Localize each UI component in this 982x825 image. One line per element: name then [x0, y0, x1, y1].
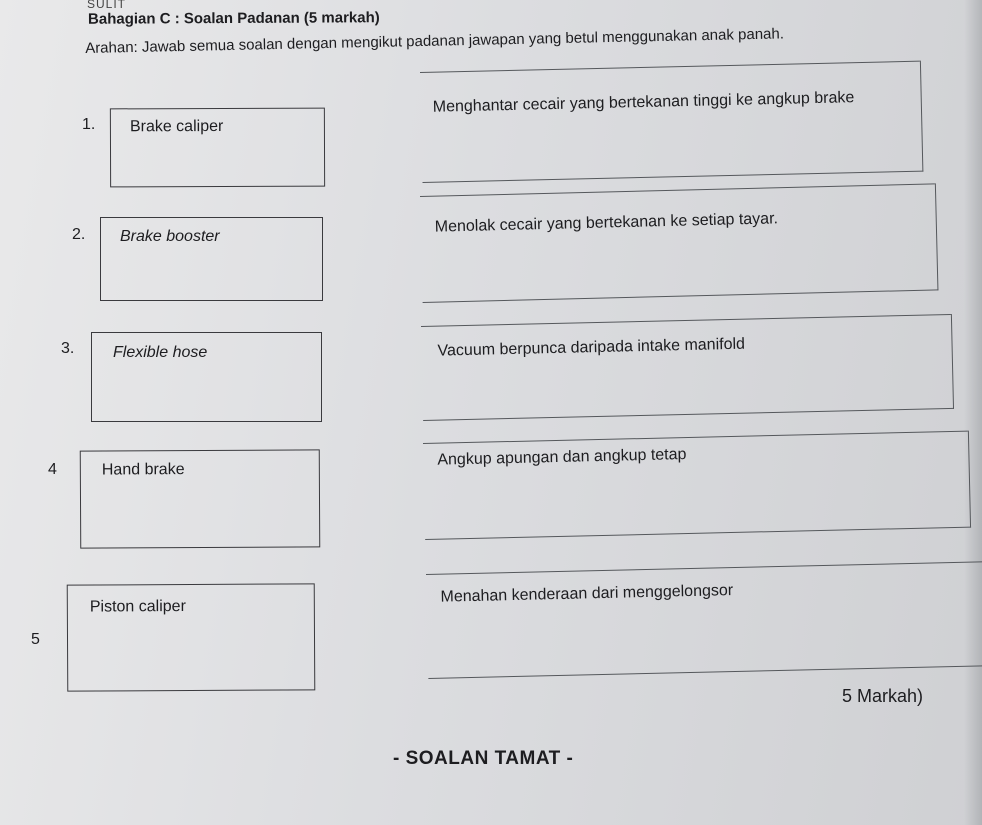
answer-box-4: [423, 431, 971, 540]
instruction-label: Arahan: Jawab semua soalan dengan mengikut padanan jawapan yang betul menggunakan anak panah.: [85, 25, 785, 57]
answer-box-5-top: [426, 561, 982, 575]
page-edge-shadow: [964, 0, 982, 825]
instruction-text: [85, 22, 845, 59]
marks-text: 5 Markah): [842, 686, 924, 706]
question-box-4: [80, 449, 321, 548]
answer-text-3: Vacuum berpunca daripada intake manifold: [437, 335, 746, 360]
question-number-1: 1.: [82, 116, 96, 133]
answer-text-1: Menghantar cecair yang bertekanan tinggi ke angkup brake: [432, 89, 855, 116]
question-number-2: 2.: [72, 226, 86, 243]
question-box-5: [67, 583, 316, 691]
answer-box-3-top: [421, 314, 951, 327]
end-of-questions: - SOALAN TAMAT -: [393, 748, 574, 769]
question-number-5: 5: [31, 631, 40, 648]
answer-box-5: [426, 561, 982, 679]
section-title: Bahagian C : Soalan Padanan (5 markah): [87, 9, 380, 28]
answer-text-4: Angkup apungan dan angkup tetap: [437, 446, 687, 469]
question-label-3: Flexible hose: [113, 344, 208, 361]
answer-box-2: [420, 183, 938, 303]
answer-box-3: [421, 314, 954, 421]
answer-text-5: Menahan kenderaan dari menggelongsor: [440, 582, 734, 606]
answer-text-2: Menolak cecair yang bertekanan ke setiap tayar.: [434, 210, 779, 236]
answer-box-4-top: [423, 431, 968, 444]
question-box-2: [100, 217, 323, 301]
question-number-3: 3.: [61, 340, 75, 357]
answer-box-2-top: [420, 183, 935, 197]
question-number-4: 4: [48, 461, 57, 478]
question-box-1: [110, 108, 325, 188]
question-box-3: [91, 332, 322, 422]
question-label-1: Brake caliper: [129, 117, 224, 136]
question-label-4: Hand brake: [101, 461, 185, 479]
question-label-5: Piston caliper: [89, 598, 186, 616]
question-label-2: Brake booster: [120, 228, 220, 245]
header-sulit: SULIT: [87, 0, 127, 11]
answer-box-1-top: [420, 61, 920, 73]
answer-box-1: [420, 61, 923, 183]
